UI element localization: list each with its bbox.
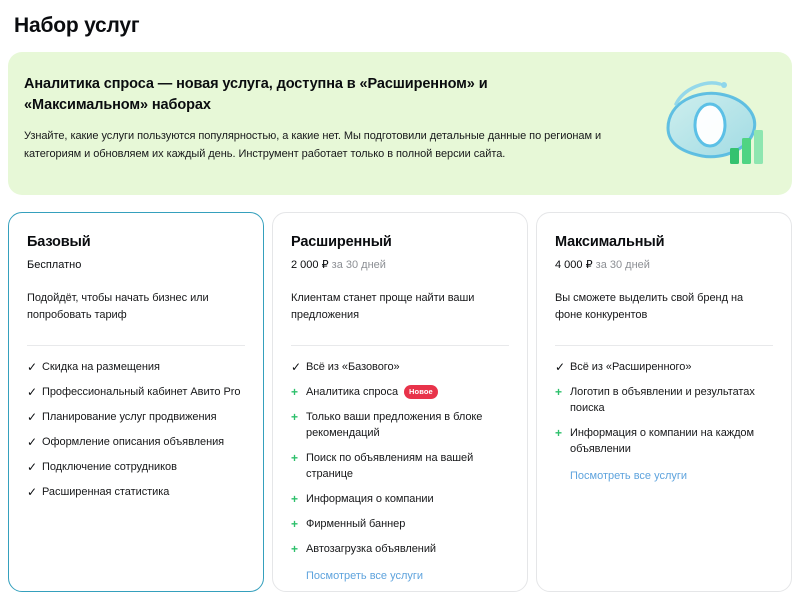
plan-feature-text: Информация о компании <box>306 493 434 505</box>
plan-feature-label <box>306 491 509 507</box>
plan-card[interactable] <box>272 212 528 592</box>
plus-icon: + <box>291 451 298 465</box>
check-icon: ✓ <box>27 410 38 424</box>
plan-feature-text: Аналитика спроса <box>306 386 399 398</box>
plan-feature-text: Скидка на размещения <box>42 361 160 373</box>
plan-feature-text: Расширенная статистика <box>42 486 170 498</box>
plus-icon: + <box>291 492 298 506</box>
plan-feature-text: Профессиональный кабинет Авито Pro <box>42 386 241 398</box>
plan-feature-label <box>42 484 245 500</box>
plan-feature-label <box>570 359 773 375</box>
view-all-services-link[interactable]: Посмотреть все услуги <box>570 470 688 482</box>
plan-feature-item <box>291 516 509 532</box>
plan-feature-label <box>306 516 509 532</box>
plus-icon: + <box>291 517 298 531</box>
plan-card[interactable] <box>536 212 792 592</box>
plan-description: Клиентам станет проще найти ваши предложения <box>291 292 475 321</box>
plan-feature-list <box>27 359 245 500</box>
plan-feature-item <box>291 384 509 400</box>
plan-feature-label <box>42 359 245 375</box>
plan-feature-item <box>291 491 509 507</box>
new-badge: Новое <box>404 385 438 399</box>
plan-price-amount: 4 000 ₽ <box>555 259 593 271</box>
plan-feature-item <box>291 359 509 375</box>
promo-banner <box>8 52 792 195</box>
check-icon: ✓ <box>291 360 302 374</box>
plan-price <box>291 257 509 273</box>
plan-feature-item <box>27 384 245 400</box>
plan-feature-item <box>27 359 245 375</box>
plan-feature-label <box>306 541 509 557</box>
plan-feature-list <box>291 359 509 557</box>
plus-icon: + <box>291 410 298 424</box>
plan-feature-label <box>306 359 509 375</box>
plan-feature-label <box>306 384 509 400</box>
plan-card[interactable] <box>8 212 264 592</box>
plan-description: Подойдёт, чтобы начать бизнес или попробовать тариф <box>27 292 209 321</box>
plan-feature-text: Логотип в объявлении и результатах поиска <box>570 386 755 414</box>
plan-price-period: за 30 дней <box>331 259 386 271</box>
plan-feature-item <box>27 409 245 425</box>
plan-feature-label <box>570 384 773 416</box>
card-divider <box>555 345 773 346</box>
plus-icon: + <box>555 426 562 440</box>
plan-feature-item <box>555 425 773 457</box>
plan-price <box>27 257 245 273</box>
promo-heading: Аналитика спроса — новая услуга, доступна в «Расширенном» и «Максимальном» наборах <box>24 76 488 113</box>
view-all-services-link[interactable]: Посмотреть все услуги <box>306 570 424 582</box>
promo-body: Узнайте, какие услуги пользуются популярностью, а какие нет. Мы подготовили детальные данные по регионам и категориям и обновляем их каждый день. Инструмент работает только в полной версии сайта. <box>24 130 602 160</box>
plan-feature-label <box>42 434 245 450</box>
check-icon: ✓ <box>27 485 38 499</box>
plan-feature-label <box>42 409 245 425</box>
plan-feature-label <box>570 425 773 457</box>
plan-price-amount: Бесплатно <box>27 259 82 271</box>
eye-with-bar-chart-icon <box>654 78 766 174</box>
plus-icon: + <box>555 385 562 399</box>
plan-feature-label <box>42 459 245 475</box>
check-icon: ✓ <box>555 360 566 374</box>
plan-feature-item <box>27 459 245 475</box>
plan-feature-text: Информация о компании на каждом объявлении <box>570 427 755 455</box>
plan-feature-text: Всё из «Расширенного» <box>570 361 692 373</box>
plan-feature-label <box>42 384 245 400</box>
page-title: Набор услуг <box>14 14 140 37</box>
plus-icon: + <box>291 385 298 399</box>
plan-feature-item <box>291 409 509 441</box>
check-icon: ✓ <box>27 385 38 399</box>
plan-price-period: за 30 дней <box>595 259 650 271</box>
plan-feature-item <box>291 541 509 557</box>
plan-price <box>555 257 773 273</box>
plan-feature-text: Автозагрузка объявлений <box>306 543 437 555</box>
check-icon: ✓ <box>27 460 38 474</box>
plan-feature-item <box>27 434 245 450</box>
plan-feature-item <box>27 484 245 500</box>
check-icon: ✓ <box>27 360 38 374</box>
plan-description: Вы сможете выделить свой бренд на фоне конкурентов <box>555 292 744 321</box>
plan-price-amount: 2 000 ₽ <box>291 259 329 271</box>
promo-text-block <box>24 74 614 163</box>
plan-feature-list <box>555 359 773 457</box>
plan-feature-text: Всё из «Базового» <box>306 361 400 373</box>
plan-cards-row <box>8 212 792 592</box>
plan-feature-label <box>306 450 509 482</box>
plan-feature-text: Только ваши предложения в блоке рекомендаций <box>306 411 483 439</box>
plan-feature-text: Фирменный баннер <box>306 518 406 530</box>
plan-feature-text: Поиск по объявлениям на вашей странице <box>306 452 474 480</box>
plan-feature-text: Оформление описания объявления <box>42 436 225 448</box>
plan-name: Максимальный <box>555 234 665 250</box>
plan-feature-text: Планирование услуг продвижения <box>42 411 217 423</box>
plan-feature-text: Подключение сотрудников <box>42 461 177 473</box>
plan-feature-item <box>291 450 509 482</box>
card-divider <box>27 345 245 346</box>
check-icon: ✓ <box>27 435 38 449</box>
card-divider <box>291 345 509 346</box>
plan-feature-label <box>306 409 509 441</box>
plan-feature-item <box>555 359 773 375</box>
plus-icon: + <box>291 542 298 556</box>
plan-feature-item <box>555 384 773 416</box>
plan-name: Базовый <box>27 234 91 250</box>
plan-name: Расширенный <box>291 234 392 250</box>
